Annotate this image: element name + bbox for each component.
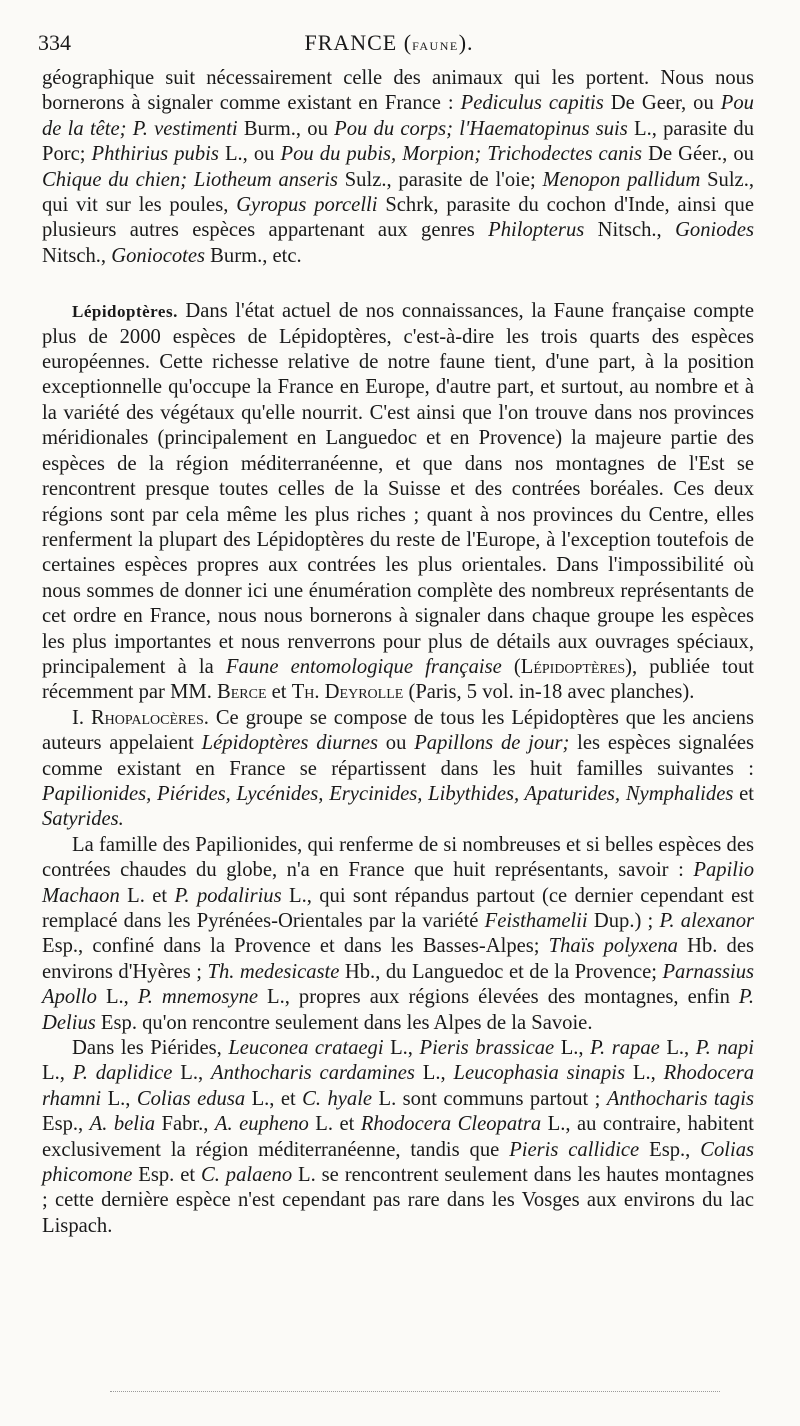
- text-run: L.,: [96, 986, 138, 1009]
- text-run: Burm., etc.: [205, 244, 302, 267]
- running-title: [38, 30, 740, 56]
- italic-text: P. rapae: [590, 1037, 660, 1060]
- italic-text: Rhodocera Cleopatra: [360, 1113, 542, 1136]
- italic-text: Menopon pallidum: [542, 168, 701, 191]
- text-run: L.,: [659, 1037, 696, 1060]
- text-run: Esp., confiné dans la Provence et dans les Basses-Alpes;: [42, 935, 549, 958]
- italic-text: Pediculus capitis: [460, 92, 604, 115]
- italic-text: Parnassius Apollo: [42, 960, 754, 1009]
- text-run: L.,: [172, 1062, 211, 1085]
- text-run: L., parasite du Porc;: [42, 117, 754, 166]
- paragraph-lepidopteres: [42, 299, 754, 706]
- text-run: et: [266, 681, 292, 704]
- text-run: Nitsch.,: [42, 244, 112, 267]
- italic-text: C. hyale: [302, 1087, 373, 1110]
- italic-text: Philopterus: [488, 219, 585, 242]
- text-run: Dup.) ;: [587, 910, 660, 932]
- text-run: Nitsch.,: [584, 219, 676, 242]
- footer-dotted-rule: [110, 1391, 720, 1392]
- text-run: L., propres aux régions élevées des montagnes, enfin: [258, 986, 739, 1009]
- italic-text: Anthocharis cardamines: [211, 1062, 415, 1085]
- text-run: De Géer., ou: [642, 143, 754, 166]
- paragraph-parasites: [42, 66, 754, 269]
- italic-text: Papilionides, Piérides, Lycénides, Erycinides, Libythides, Apaturides, Nymphalides: [42, 782, 734, 805]
- smallcaps-text: Berce: [217, 681, 267, 704]
- text-run: L., et: [245, 1087, 303, 1110]
- italic-text: A. eupheno: [214, 1113, 309, 1136]
- text-run: L. et: [119, 884, 175, 907]
- paragraph-papilionides: [42, 833, 754, 1036]
- italic-text: Pou du pubis, Morpion; Trichodectes canis: [280, 143, 643, 166]
- text-run: et: [733, 782, 754, 805]
- text-run: Sulz., parasite de l'oie;: [337, 168, 543, 191]
- running-title-end: ).: [458, 30, 474, 55]
- text-run: L.,: [554, 1037, 591, 1060]
- italic-text: Rhodocera rhamni: [42, 1062, 755, 1110]
- italic-text: P. alexanor: [659, 910, 755, 932]
- text-run: (Paris, 5 vol. in-18 avec planches).: [403, 681, 695, 704]
- italic-text: Pou du corps; l'Haematopinus suis: [334, 117, 628, 140]
- text-run: Dans l'état actuel de nos connaissances, la Faune française compte plus de 2000 espèces de Lépidoptères, c'est-à-dire les trois quarts des espèces européennes. Cette richesse relative de notre faune tient, d'une part, à la position exceptionnelle qu'occupe la France en Europe, d'autre part, et surtout, au nombre et à la variété des végétaux qu'elle nourrit. C'est ainsi que l'on trouve dans nos provinces méridionales (principalement en Languedoc et en Provence) la majeure partie des espèces de la région méditerranéenne, et que dans nos montagnes de l'Est se rencontrent presque toutes celles de la Suisse et des contrées boréales. Ces deux régions sont par cela même les plus riches ; quant à nos provinces du Centre, elles renferment la plupart des Lépidoptères du reste de l'Europe, à l'exception toutefois de certaines espèces propres aux contrées les plus orientales. Dans l'impossibilité où nous sommes de donner ici une énumération complète des nombreux représentants de cet ordre en France, nous nous bornerons à signaler dans chaque groupe les espèces les plus importantes et nous renverrons pour plus de détails aux ouvrages spéciaux, principalement à la: [42, 300, 754, 678]
- page-number: 334: [38, 30, 71, 55]
- text-run: L.,: [101, 1087, 137, 1110]
- text-run: L. se rencontrent seulement dans les hautes montagnes ; cette dernière espèce n'est cependant pas rare dans les Vosges aux environs du lac Lispach.: [42, 1164, 754, 1237]
- text-run: Burm., ou: [237, 117, 335, 140]
- italic-text: Th. medesicaste: [207, 960, 340, 983]
- italic-text: Pou de la tête; P. vestimenti: [42, 92, 754, 140]
- text-run: Fabr.,: [155, 1113, 215, 1136]
- text-run: Esp. qu'on rencontre seulement dans les Alpes de la Savoie.: [95, 1011, 593, 1034]
- italic-text: Pieris callidice: [509, 1138, 640, 1161]
- text-run: Esp.,: [639, 1138, 701, 1161]
- italic-text: Papillons de jour;: [414, 732, 570, 755]
- text-run: Hb., du Languedoc et de la Provence;: [339, 960, 663, 983]
- text-run: L.,: [414, 1062, 454, 1085]
- text-run: les espèces signalées comme existant en France se répartissent dans les huit familles suivantes :: [42, 732, 754, 780]
- text-run: I.: [72, 706, 91, 729]
- italic-text: Chique du chien; Liotheum anseris: [42, 168, 338, 191]
- paragraph-rhopaloceres: [42, 706, 754, 833]
- page-body: [42, 66, 754, 1239]
- italic-text: Pieris brassicae: [419, 1037, 555, 1060]
- italic-text: Goniocotes: [111, 244, 206, 267]
- italic-text: Leucophasia sinapis: [453, 1062, 626, 1085]
- text-run: ), publiée tout récemment par MM.: [42, 655, 754, 704]
- italic-text: P. Delius: [42, 986, 754, 1034]
- italic-text: Lépidoptères diurnes: [201, 732, 379, 755]
- text-run: L., au contraire, habitent exclusivement la région méditerranéenne, tandis que: [42, 1113, 754, 1161]
- italic-text: Satyrides.: [42, 808, 124, 831]
- text-run: L., qui sont répandus partout (ce dernier cependant est remplacé dans les Pyrénées-Orientales par la variété: [42, 884, 754, 932]
- smallcaps-text: Th. Deyrolle: [291, 681, 404, 704]
- text-run: L.,: [625, 1062, 664, 1085]
- text-run: Esp. et: [132, 1164, 201, 1187]
- italic-text: Feisthamelii: [484, 910, 588, 932]
- section-heading: Lépidoptères.: [72, 302, 178, 322]
- italic-text: P. podalirius: [174, 884, 282, 907]
- text-run: L. sont communs partout ;: [372, 1087, 607, 1110]
- text-run: géographique suit nécessairement celle des animaux qui les portent. Nous nous bornerons à signaler comme existant en France :: [42, 67, 754, 115]
- running-title-smallcaps: faune: [412, 35, 459, 54]
- italic-text: Colias phicomone: [42, 1138, 755, 1187]
- text-run: L.,: [42, 1062, 73, 1085]
- smallcaps-text: Lépidoptères: [520, 655, 626, 678]
- text-run: Ce groupe se compose de tous les Lépidoptères que les anciens auteurs appelaient: [42, 706, 754, 755]
- italic-text: Gyropus porcelli: [236, 194, 378, 217]
- italic-text: C. palaeno: [200, 1164, 293, 1187]
- text-run: Sulz., qui vit sur les poules,: [42, 168, 754, 217]
- italic-text: P. daplidice: [72, 1062, 173, 1085]
- text-run: L. et: [308, 1113, 361, 1136]
- paragraph-pierides: [42, 1036, 754, 1239]
- text-run: ou: [378, 732, 415, 755]
- text-run: Dans les Piérides,: [72, 1037, 229, 1060]
- italic-text: Phthirius pubis: [91, 143, 219, 166]
- italic-text: Faune entomologique française: [225, 655, 502, 678]
- text-run: La famille des Papilionides, qui renferme de si nombreuses et si belles espèces des contrées chaudes du globe, n'a en France que huit représentants, savoir :: [42, 833, 754, 882]
- text-run: Schrk, parasite du cochon d'Inde, ainsi que plusieurs autres espèces appartenant aux genres: [42, 194, 754, 242]
- italic-text: P. mnemosyne: [137, 986, 259, 1009]
- italic-text: A. belia: [89, 1113, 156, 1136]
- text-run: Hb. des environs d'Hyères ;: [42, 935, 754, 983]
- italic-text: Anthocharis tagis: [606, 1087, 754, 1110]
- italic-text: Papilio Machaon: [42, 859, 754, 907]
- text-run: De Geer, ou: [603, 92, 721, 115]
- text-run: Esp.,: [42, 1113, 90, 1136]
- text-run: L., ou: [218, 143, 281, 166]
- text-run: L.,: [383, 1037, 420, 1060]
- smallcaps-text: Rhopalocères.: [90, 706, 209, 729]
- italic-text: P. napi: [695, 1037, 754, 1060]
- italic-text: Colias edusa: [136, 1087, 246, 1110]
- italic-text: Goniodes: [675, 219, 754, 242]
- text-run: (: [501, 655, 521, 678]
- italic-text: Thaïs polyxena: [548, 935, 678, 958]
- page-header: [38, 30, 740, 60]
- italic-text: Leuconea crataegi: [228, 1037, 384, 1060]
- running-title-main: FRANCE (: [304, 30, 413, 55]
